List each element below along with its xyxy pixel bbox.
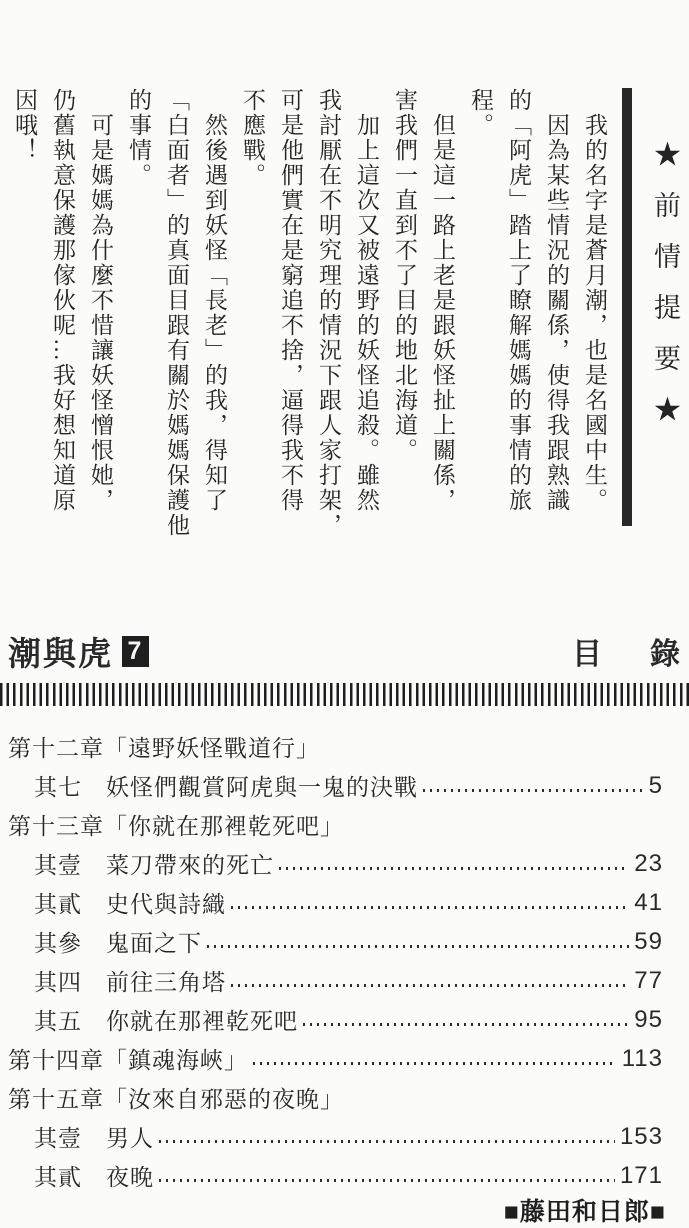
toc-heading	[572, 629, 680, 673]
entry-number: 其參	[34, 930, 82, 956]
dot-leader	[231, 906, 629, 909]
entry-title: 男人	[106, 1125, 154, 1151]
dot-leader	[231, 984, 629, 987]
recap-column: 因為某些情況的關係，使得我跟熟識	[544, 88, 569, 513]
book-title	[8, 628, 149, 675]
toc-entry-row	[8, 883, 663, 922]
recap-column: 的「阿虎」踏上了瞭解媽媽的事情的旅	[506, 88, 531, 513]
entry-title: 史代與詩織	[106, 891, 226, 917]
chapter-title: 第十五章「汝來自邪惡的夜晚」	[8, 1086, 344, 1112]
striped-divider	[0, 683, 689, 706]
chapter-title: 第十四章「鎮魂海峽」	[8, 1047, 248, 1073]
recap-column: 因哦！	[12, 88, 37, 163]
page-number: 5	[648, 771, 663, 799]
recap-column: 仍舊執意保護那傢伙呢…我好想知道原	[50, 88, 75, 513]
dot-leader	[253, 1062, 617, 1065]
entry-number: 其壹	[34, 852, 82, 878]
toc-chapter-row	[8, 805, 663, 844]
dot-leader	[303, 1023, 629, 1026]
entry-title: 菜刀帶來的死亡	[106, 852, 274, 878]
table-of-contents	[8, 727, 663, 1195]
toc-entry-row	[8, 844, 663, 883]
toc-heading-char: 目	[572, 638, 602, 671]
entry-title: 鬼面之下	[106, 930, 202, 956]
title-row	[8, 626, 680, 676]
recap-column: 然後遇到妖怪「長老」的我，得知了	[202, 88, 227, 513]
toc-entry-row	[8, 922, 663, 961]
entry-number: 其貳	[34, 891, 82, 917]
recap-title: ★前情提要★	[622, 88, 683, 526]
entry-number: 其四	[34, 969, 82, 995]
toc-chapter-row	[8, 727, 663, 766]
recap-column: 但是這一路上老是跟妖怪扯上關係，	[430, 88, 455, 513]
toc-entry-row	[8, 766, 663, 805]
entry-title: 妖怪們觀賞阿虎與一鬼的決戰	[106, 774, 418, 800]
toc-entry-row	[8, 961, 663, 1000]
recap-column: 我的名字是蒼月潮，也是名國中生。	[582, 88, 607, 513]
entry-number: 其七	[34, 774, 82, 800]
toc-entry-row	[8, 1156, 663, 1195]
entry-title: 你就在那裡乾死吧	[106, 1008, 298, 1034]
toc-chapter-row	[8, 1039, 663, 1078]
recap-column: 可是媽媽為什麼不惜讓妖怪憎恨她，	[88, 88, 113, 513]
toc-heading-char: 錄	[650, 638, 680, 671]
page-number: 41	[634, 888, 663, 916]
recap-column: 可是他們實在是窮追不捨，逼得我不得	[278, 88, 303, 513]
chapter-title: 第十二章「遠野妖怪戰道行」	[8, 735, 320, 761]
recap-column: 的事情。	[126, 88, 151, 188]
page-number: 113	[621, 1044, 663, 1072]
dot-leader	[423, 789, 644, 792]
page-number: 59	[634, 927, 663, 955]
volume-badge: 7	[122, 636, 149, 667]
page-number: 23	[634, 849, 663, 877]
recap-column: 我討厭在不明究理的情況下跟人家打架，	[316, 88, 341, 538]
recap-column: 害我們一直到不了目的地北海道。	[392, 88, 417, 463]
dot-leader	[159, 1140, 615, 1143]
recap-column: 「白面者」的真面目跟有關於媽媽保護他	[164, 88, 189, 538]
page-number: 171	[619, 1161, 663, 1189]
entry-title: 前往三角塔	[106, 969, 226, 995]
chapter-title: 第十三章「你就在那裡乾死吧」	[8, 813, 344, 839]
dot-leader	[279, 867, 629, 870]
recap-column: 程。	[468, 88, 493, 138]
entry-number: 其壹	[34, 1125, 82, 1151]
dot-leader	[159, 1179, 615, 1182]
toc-entry-row	[8, 1000, 663, 1039]
entry-number: 其貳	[34, 1164, 82, 1190]
recap-column: 加上這次又被遠野的妖怪追殺。雖然	[354, 88, 379, 513]
book-title-text: 潮與虎	[8, 634, 113, 672]
entry-title: 夜晚	[106, 1164, 154, 1190]
page-number: 77	[634, 966, 663, 994]
page-number: 153	[619, 1122, 663, 1150]
dot-leader	[207, 945, 629, 948]
toc-entry-row	[8, 1117, 663, 1156]
page-number: 95	[634, 1005, 663, 1033]
recap-column: 不應戰。	[240, 88, 265, 188]
author-credit: ■藤田和日郎■	[503, 1198, 666, 1226]
entry-number: 其五	[34, 1008, 82, 1034]
recap-section	[2, 88, 683, 538]
toc-chapter-row	[8, 1078, 663, 1117]
